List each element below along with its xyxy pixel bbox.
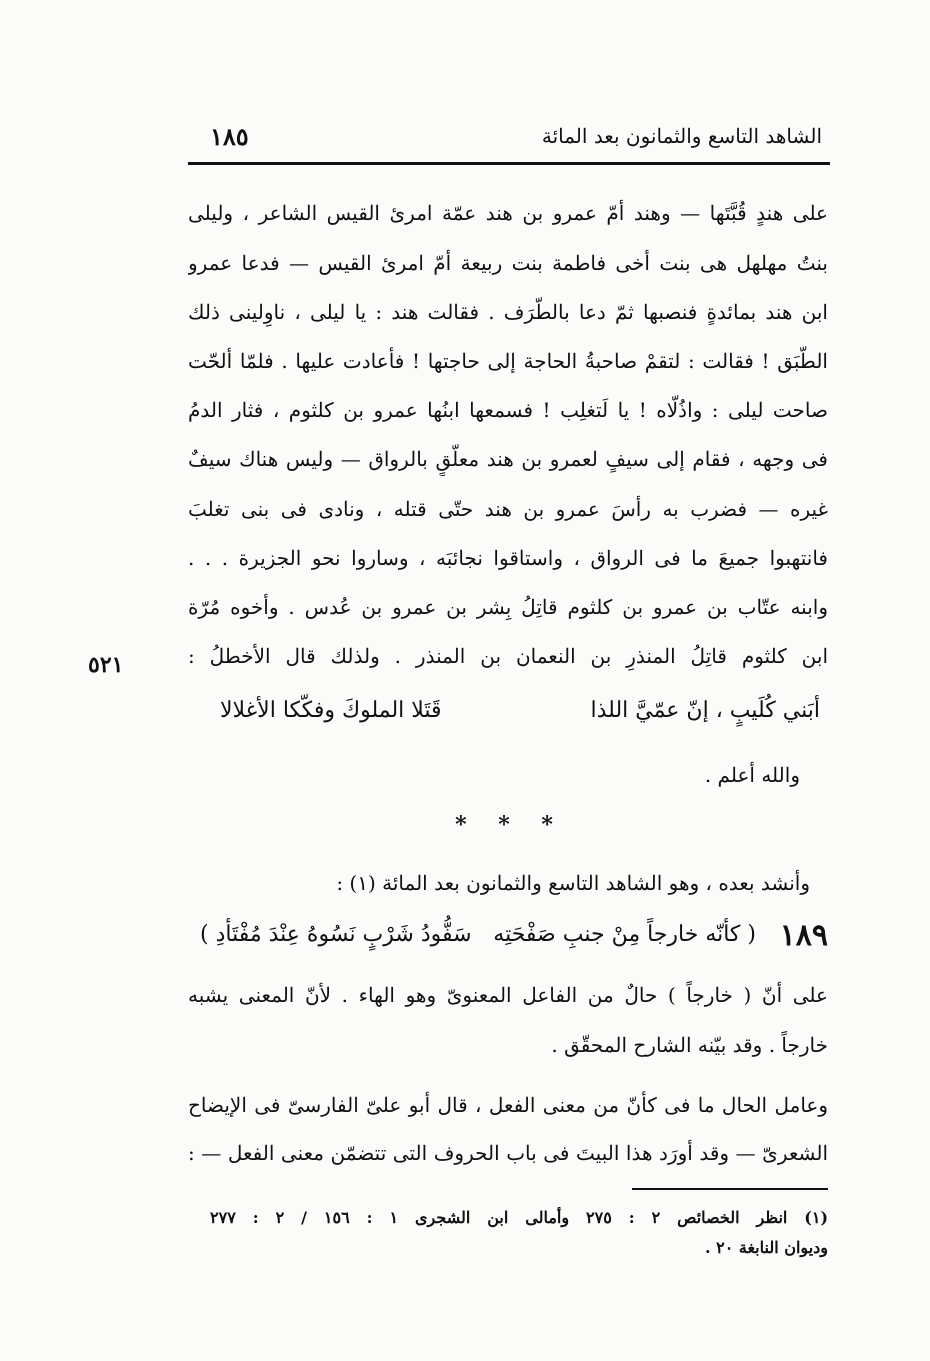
verse-akhtal xyxy=(200,698,820,734)
body-line: وعامل الحال ما فى كأنّ من معنى الفعل ، قال أبو علىّ الفارسىّ فى الإيضاح xyxy=(188,1093,828,1117)
footnote-line: وديوان النابغة ٢٠ . xyxy=(704,1238,828,1257)
verse-first-hemistich: ( كأنّه خارجاً مِنْ جنبِ صَفْحَتِه xyxy=(493,922,756,947)
closing-line: والله أعلم . xyxy=(704,763,800,787)
intro-line: وأنشد بعده ، وهو الشاهد التاسع والثمانون بعد المائة (١) : xyxy=(336,871,810,895)
verse-189 xyxy=(200,918,828,964)
body-line: ابن هند بمائدةٍ فنصبها ثمّ دعا بالطُّرَف . فقالت هند : يا ليلى ، ناوِلينى ذلك xyxy=(188,300,828,324)
body-line: وابنه عتّاب بن عمرو بن كلثوم قاتِلُ بِشر بن عمرو بن عُدس . وأخوه مُرّة xyxy=(188,595,828,619)
body-line: الشعرىّ — وقد أورَد هذا البيتَ فى باب الحروف التى تتضمّن معنى الفعل — : xyxy=(188,1141,828,1165)
body-line: فى وجهه ، فقام إلى سيفٍ لعمرو بن هند معلّقٍ بالرواق — وليس هناك سيفٌ xyxy=(188,447,828,471)
header-rule xyxy=(188,162,830,165)
body-line: صاحت ليلى : واذُلّاه ! يا لَتغلِب ! فسمعها ابنُها عمرو بن كلثوم ، فثار الدمُ xyxy=(188,398,828,422)
margin-number: ٥٢١ xyxy=(88,652,124,678)
body-line: على هندٍ قُبَّتَها — وهند أمّ عمرو بن هند عمّة امرئ القيس الشاعر ، وليلى xyxy=(188,201,828,225)
footnote-rule xyxy=(632,1188,828,1190)
running-head: الشاهد التاسع والثمانون بعد المائة xyxy=(541,124,822,148)
section-separator: * * * xyxy=(455,812,565,838)
body-line: خارجاً . وقد بيّنه الشارح المحقّق . xyxy=(551,1033,828,1057)
verse-number: ١٨٩ xyxy=(779,918,828,953)
verse-first-hemistich: أبَني كُلَيبٍ ، إنّ عمّيَّ اللذا xyxy=(590,698,820,723)
body-line: بنتُ مهلهل هى بنت أخى فاطمة بنت ربيعة أمّ امرئ القيس — فدعا عمرو xyxy=(188,251,828,275)
verse-second-hemistich: قَتَلا الملوكَ وفكّكا الأغلالا xyxy=(220,698,442,723)
footnote-line: (١) انظر الخصائص ٢ : ٢٧٥ وأمالى ابن الشجرى ١ : ١٥٦ / ٢ : ٢٧٧ xyxy=(210,1208,829,1227)
body-line: غيره — فضرب به رأسَ عمرو بن هند حتّى قتله ، ونادى فى بنى تغلبَ xyxy=(188,497,828,521)
body-line: الطَّبَق ! فقالت : لتقمْ صاحبةُ الحاجة إلى حاجتها ! فأعادت عليها . فلمّا ألحّت xyxy=(188,349,828,373)
verse-second-hemistich: سَفُّودُ شَرْبٍ نَسُوهُ عِنْدَ مُفْتَأدِ ) xyxy=(200,922,472,947)
body-line: على أنّ ( خارجاً ) حالٌ من الفاعل المعنوىّ وهو الهاء . لأنّ المعنى يشبه xyxy=(188,983,828,1007)
page-header xyxy=(190,118,830,158)
page-number: ١٨٥ xyxy=(210,122,249,151)
body-line: فانتهبوا جميعَ ما فى الرواق ، واستاقوا نجائبَه ، وساروا نحو الجزيرة . . . xyxy=(188,546,828,570)
body-line: ابن كلثوم قاتِلُ المنذرِ بن النعمان بن المنذر . ولذلك قال الأخطلُ : xyxy=(188,644,828,668)
